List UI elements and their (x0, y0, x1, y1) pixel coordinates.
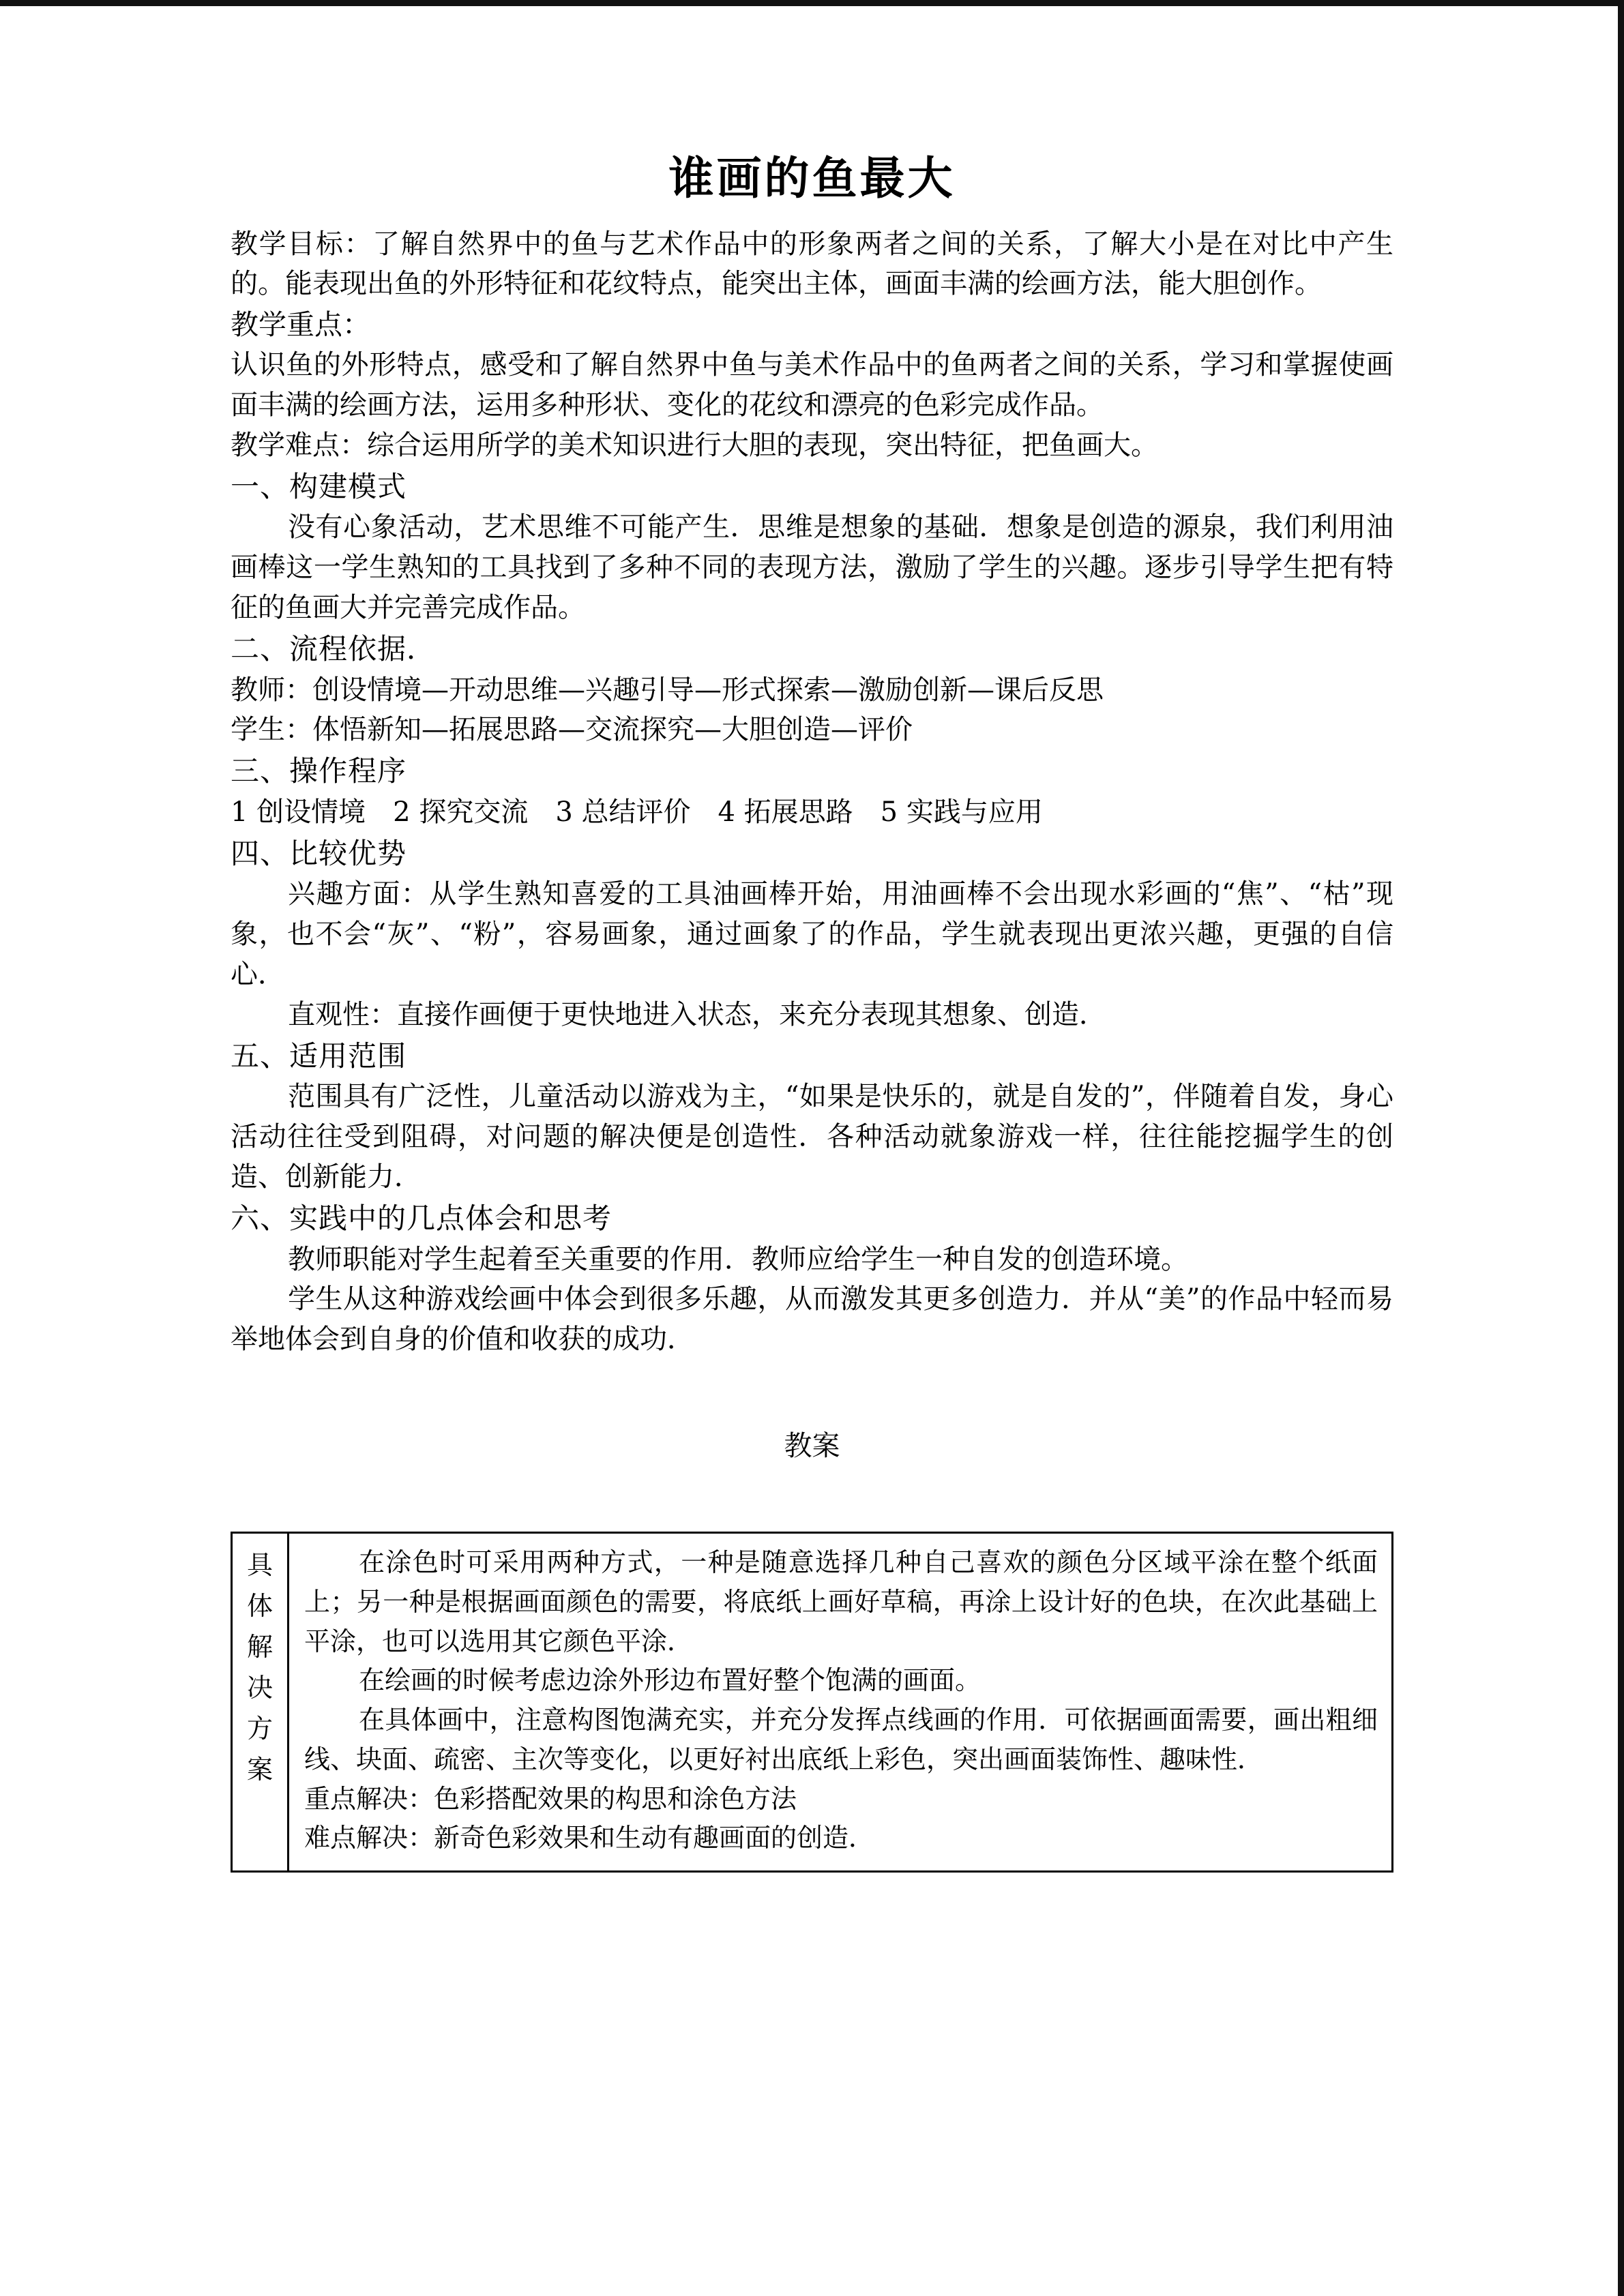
section-6-paragraph-2: 学生从这种游戏绘画中体会到很多乐趣，从而激发其更多创造力．并从“美”的作品中轻而易举地体会到自身的价值和收获的成功． (231, 1283, 1393, 1356)
section-4-visual-paragraph: 直观性：直接作画便于更快地进入状态，来充分表现其想象、创造． (288, 998, 1106, 1030)
solution-paragraph-3: 在具体画中，注意构图饱满充实，并充分发挥点线画的作用．可依据画面需要，画出粗细线、块面、疏密、主次等变化，以更好衬出底纸上彩色，突出画面装饰性、趣味性． (304, 1705, 1378, 1774)
section-5-body: 范围具有广泛性，儿童活动以游戏为主，“如果是快乐的，就是自发的”，伴随着自发，身心活动往往受到阻碍，对问题的解决便是创造性．各种活动就象游戏一样，往往能挖掘学生的创造、创新能力． (231, 1081, 1393, 1193)
section-heading-1: 一、构建模式 (231, 469, 407, 503)
section-heading-3: 三、操作程序 (231, 754, 407, 788)
section-heading-2: 二、流程依据． (231, 631, 437, 666)
teaching-objective-paragraph: 教学目标：了解自然界中的鱼与艺术作品中的形象两者之间的关系，了解大小是在对比中产生的。能表现出鱼的外形特征和花纹特点，能突出主体，画面丰满的绘画方法，能大胆创作。 (231, 228, 1393, 300)
section-2-student-flow: 学生：体悟新知—拓展思路—交流探究—大胆创造—评价 (231, 714, 913, 746)
section-3-steps: 1 创设情境 2 探究交流 3 总结评价 4 拓展思路 5 实践与应用 (231, 796, 1043, 828)
scan-edge-right (1618, 0, 1624, 2296)
solution-paragraph-1: 在涂色时可采用两种方式，一种是随意选择几种自己喜欢的颜色分区域平涂在整个纸面上；另一种是根据画面颜色的需要，将底纸上画好草稿，再涂上设计好的色块，在次此基础上平涂，也可以选用其它颜色平涂． (304, 1547, 1378, 1656)
difficulty-solution-paragraph: 难点解决：新奇色彩效果和生动有趣画面的创造． (304, 1823, 875, 1853)
section-1-body: 没有心象活动，艺术思维不可能产生．思维是想象的基础．想象是创造的源泉，我们利用油画棒这一学生熟知的工具找到了多种不同的表现方法，激励了学生的兴趣。逐步引导学生把有特征的鱼画大并完善完成作品。 (231, 511, 1393, 624)
teaching-key-point-body: 认识鱼的外形特点，感受和了解自然界中鱼与美术作品中的鱼两者之间的关系，学习和掌握使画面丰满的绘画方法，运用多种形状、变化的花纹和漂亮的色彩完成作品。 (231, 349, 1393, 421)
teaching-key-point-label: 教学重点： (231, 308, 370, 342)
section-heading-4: 四、比较优势 (231, 836, 407, 870)
section-4-interest-paragraph: 兴趣方面：从学生熟知喜爱的工具油画棒开始，用油画棒不会出现水彩画的“焦”、“枯”现象，也不会“灰”、“粉”，容易画象，通过画象了的作品，学生就表现出更浓兴趣，更强的自信心． (231, 878, 1393, 991)
spacer-before-table (231, 1466, 1393, 1532)
solution-paragraph-2: 在绘画的时候考虑边涂外形边布置好整个饱满的画面。 (359, 1665, 981, 1696)
document-content (231, 150, 1393, 1873)
row-label-char: 方 (246, 1714, 273, 1744)
section-heading-6: 六、实践中的几点体会和思考 (231, 1201, 612, 1235)
lesson-plan-heading: 教案 (784, 1429, 840, 1462)
row-label-char: 体 (246, 1591, 273, 1622)
key-solution-paragraph: 重点解决：色彩搭配效果的构思和涂色方法 (304, 1783, 797, 1814)
row-label-char: 具 (246, 1550, 273, 1581)
section-2-teacher-flow: 教师：创设情境—开动思维—兴趣引导—形式探索—激励创新—课后反思 (231, 674, 1104, 706)
section-6-paragraph-1: 教师职能对学生起着至关重要的作用．教师应给学生一种自发的创造环境。 (288, 1243, 1188, 1275)
page-title: 谁画的鱼最大 (668, 151, 956, 205)
row-label-char: 案 (246, 1755, 273, 1785)
table-row (232, 1533, 1393, 1872)
lesson-plan-table (231, 1532, 1393, 1873)
table-row-label-cell (232, 1533, 289, 1872)
section-heading-5: 五、适用范围 (231, 1039, 407, 1073)
teaching-difficulty-paragraph: 教学难点：综合运用所学的美术知识进行大胆的表现，突出特征，把鱼画大。 (231, 429, 1158, 461)
scan-edge-top (0, 0, 1624, 6)
spacer-before-plan-heading (231, 1360, 1393, 1425)
table-body-cell (289, 1533, 1393, 1872)
row-label-char: 解 (246, 1632, 273, 1663)
row-label-char: 决 (246, 1673, 273, 1703)
